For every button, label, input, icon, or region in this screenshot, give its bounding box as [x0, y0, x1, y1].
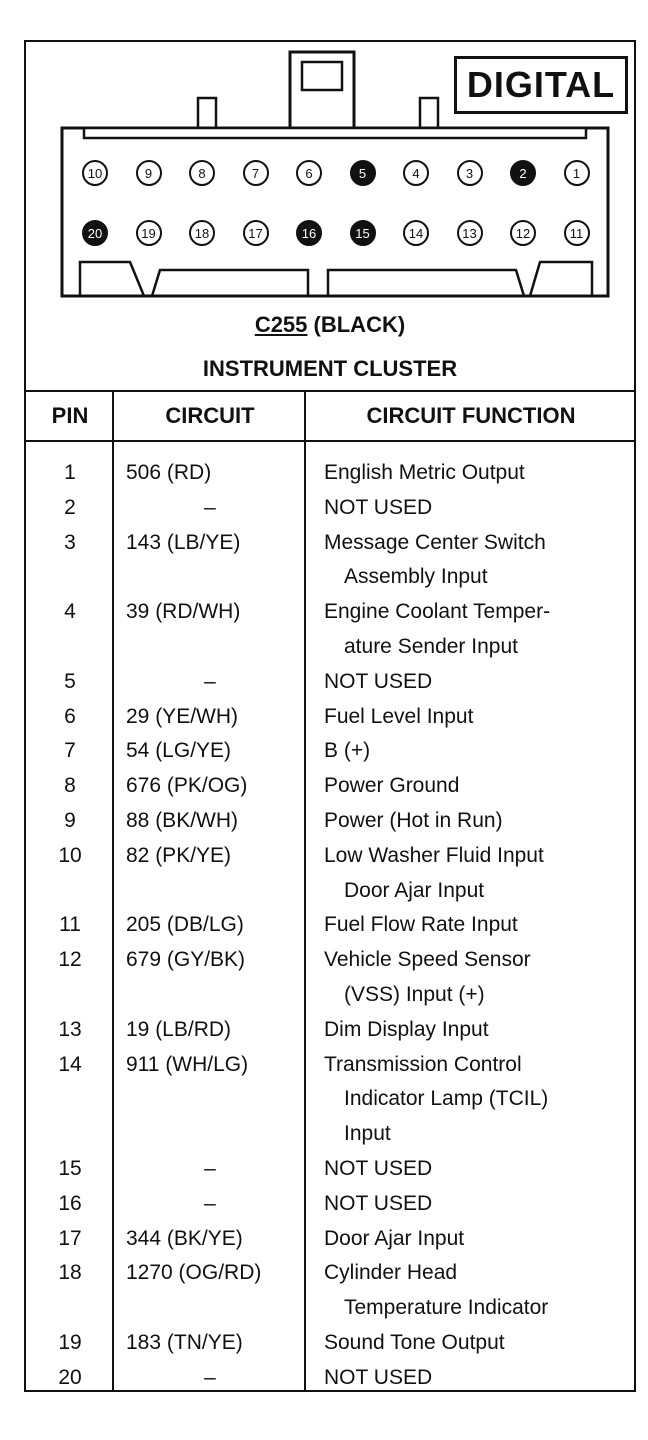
circuit-function — [324, 1222, 634, 1257]
circuit-code: 679 (GY/BK) — [126, 948, 246, 972]
circuit-function — [324, 1152, 634, 1187]
circuit-function — [324, 491, 634, 526]
circuit-code: 344 (BK/YE) — [126, 1226, 243, 1250]
table-row — [26, 665, 634, 700]
table-row — [26, 595, 634, 665]
pin-number: 4 — [64, 600, 76, 624]
pin-number: 14 — [58, 1052, 82, 1076]
pin-17-circle: 17 — [243, 220, 269, 246]
pin-2-circle: 2 — [510, 160, 536, 186]
pin-8-circle: 8 — [189, 160, 215, 186]
table-row — [26, 1326, 634, 1361]
circuit-code: – — [204, 1156, 216, 1180]
circuit-function — [324, 839, 634, 909]
circuit-function — [324, 1361, 634, 1396]
circuit-function-line: Fuel Flow Rate Input — [324, 913, 518, 937]
connector-color: (BLACK) — [313, 312, 406, 337]
circuit-function-line: Door Ajar Input — [324, 1226, 465, 1250]
circuit-function — [324, 804, 634, 839]
circuit-function-line: NOT USED — [324, 1156, 433, 1180]
pin-number: 13 — [58, 1017, 82, 1041]
circuit-function — [324, 456, 634, 491]
pin-10-circle: 10 — [82, 160, 108, 186]
circuit-function — [324, 1013, 634, 1048]
circuit-function-line: Assembly Input — [344, 565, 488, 589]
pin-number: 19 — [58, 1330, 82, 1354]
circuit-function — [324, 1187, 634, 1222]
circuit-function-line: Low Washer Fluid Input — [324, 843, 544, 867]
pin-number: 3 — [64, 530, 76, 554]
circuit-function-line: Temperature Indicator — [344, 1296, 549, 1320]
table-row — [26, 491, 634, 526]
circuit-function — [324, 769, 634, 804]
table-row — [26, 1013, 634, 1048]
circuit-function-line: Dim Display Input — [324, 1017, 489, 1041]
table-row — [26, 456, 634, 491]
table-row — [26, 1152, 634, 1187]
circuit-function-line: ature Sender Input — [344, 634, 518, 658]
table-row — [26, 1187, 634, 1222]
circuit-code: 88 (BK/WH) — [126, 808, 239, 832]
table-body — [26, 442, 634, 1396]
pin-number: 8 — [64, 774, 76, 798]
pin-number: 7 — [64, 739, 76, 763]
pin-20-circle: 20 — [82, 220, 108, 246]
circuit-function — [324, 665, 634, 700]
table-row — [26, 1256, 634, 1326]
circuit-function — [324, 734, 634, 769]
pin-5-circle: 5 — [350, 160, 376, 186]
circuit-function-line: Door Ajar Input — [344, 878, 485, 902]
circuit-code: 205 (DB/LG) — [126, 913, 244, 937]
circuit-code: 82 (PK/YE) — [126, 843, 232, 867]
circuit-function-line: Power (Hot in Run) — [324, 808, 503, 832]
pin-number: 11 — [59, 913, 81, 937]
circuit-function-line: English Metric Output — [324, 461, 525, 484]
pin-number: 12 — [58, 948, 82, 972]
circuit-function-line: NOT USED — [324, 669, 433, 693]
circuit-code: 39 (RD/WH) — [126, 600, 241, 624]
header-circuit: CIRCUIT — [165, 403, 255, 428]
pin-number: 16 — [58, 1191, 82, 1215]
digital-badge — [454, 56, 628, 114]
pinout-table — [26, 392, 634, 1396]
circuit-code: 911 (WH/LG) — [126, 1052, 249, 1076]
table-row — [26, 839, 634, 909]
circuit-function-line: Transmission Control — [324, 1052, 522, 1076]
table-row — [26, 526, 634, 596]
connector-code: C255 — [254, 312, 308, 337]
circuit-function — [324, 1326, 634, 1361]
table-row — [26, 734, 634, 769]
circuit-code: 676 (PK/OG) — [126, 774, 248, 798]
connector-diagram — [26, 42, 634, 392]
circuit-function-line: Power Ground — [324, 774, 460, 798]
circuit-function — [324, 595, 634, 665]
table-row — [26, 1361, 634, 1396]
pin-number: 10 — [58, 843, 82, 867]
circuit-code: 143 (LB/YE) — [126, 530, 241, 554]
pin-3-circle: 3 — [457, 160, 483, 186]
pin-15-circle: 15 — [350, 220, 376, 246]
circuit-function-line: Message Center Switch — [324, 530, 546, 554]
table-row — [26, 804, 634, 839]
circuit-function-line: NOT USED — [324, 495, 433, 519]
pin-number: 18 — [58, 1261, 82, 1285]
connector-title: INSTRUMENT CLUSTER — [202, 356, 458, 381]
digital-badge-label: DIGITAL — [466, 64, 616, 105]
pin-number: 15 — [58, 1156, 82, 1180]
pin-1-circle: 1 — [564, 160, 590, 186]
circuit-code: 19 (LB/RD) — [126, 1017, 232, 1041]
circuit-function-line: (VSS) Input (+) — [344, 982, 485, 1006]
pin-6-circle: 6 — [296, 160, 322, 186]
circuit-function — [324, 700, 634, 735]
circuit-code: – — [204, 669, 216, 693]
circuit-code: 183 (TN/YE) — [126, 1330, 243, 1354]
circuit-function-line: Fuel Level Input — [324, 704, 474, 728]
circuit-function-line: Engine Coolant Temper- — [324, 600, 551, 624]
connector-id — [26, 312, 634, 338]
pin-12-circle: 12 — [510, 220, 536, 246]
circuit-code: – — [204, 495, 216, 519]
pin-14-circle: 14 — [403, 220, 429, 246]
header-pin: PIN — [51, 403, 89, 428]
pin-7-circle: 7 — [243, 160, 269, 186]
circuit-function — [324, 1048, 634, 1152]
table-row — [26, 1048, 634, 1152]
pin-18-circle: 18 — [189, 220, 215, 246]
circuit-function-line: Cylinder Head — [324, 1261, 458, 1285]
circuit-code: 506 (RD) — [126, 461, 212, 484]
circuit-function — [324, 1256, 634, 1326]
circuit-code: 29 (YE/WH) — [126, 704, 239, 728]
circuit-function — [324, 943, 634, 1013]
circuit-function-line: Vehicle Speed Sensor — [324, 948, 531, 972]
header-circuit-function: CIRCUIT FUNCTION — [366, 403, 576, 428]
pin-number: 9 — [64, 808, 76, 832]
pin-number: 1 — [64, 461, 76, 484]
table-row — [26, 769, 634, 804]
circuit-function-line: B (+) — [324, 739, 371, 763]
pin-19-circle: 19 — [136, 220, 162, 246]
circuit-function-line: NOT USED — [324, 1365, 433, 1389]
table-row — [26, 943, 634, 1013]
circuit-function-line: Input — [344, 1122, 391, 1146]
circuit-function — [324, 908, 634, 943]
pin-4-circle: 4 — [403, 160, 429, 186]
circuit-function — [324, 526, 634, 596]
pin-13-circle: 13 — [457, 220, 483, 246]
pin-16-circle: 16 — [296, 220, 322, 246]
pin-9-circle: 9 — [136, 160, 162, 186]
circuit-function-line: Sound Tone Output — [324, 1330, 505, 1354]
circuit-code: – — [204, 1191, 216, 1215]
pin-number: 2 — [64, 495, 76, 519]
circuit-function-line: NOT USED — [324, 1191, 433, 1215]
connector-pinout-frame — [24, 40, 636, 1392]
pin-11-circle: 11 — [564, 220, 590, 246]
pin-number: 20 — [58, 1365, 82, 1389]
table-row — [26, 1222, 634, 1257]
circuit-function-line: Indicator Lamp (TCIL) — [344, 1087, 549, 1111]
pin-number: 17 — [58, 1226, 82, 1250]
circuit-code: 54 (LG/YE) — [126, 739, 232, 763]
pin-number: 6 — [64, 704, 76, 728]
circuit-code: 1270 (OG/RD) — [126, 1261, 262, 1285]
table-header — [26, 392, 634, 442]
pin-number: 5 — [64, 669, 76, 693]
circuit-code: – — [204, 1365, 216, 1389]
table-row — [26, 700, 634, 735]
table-row — [26, 908, 634, 943]
